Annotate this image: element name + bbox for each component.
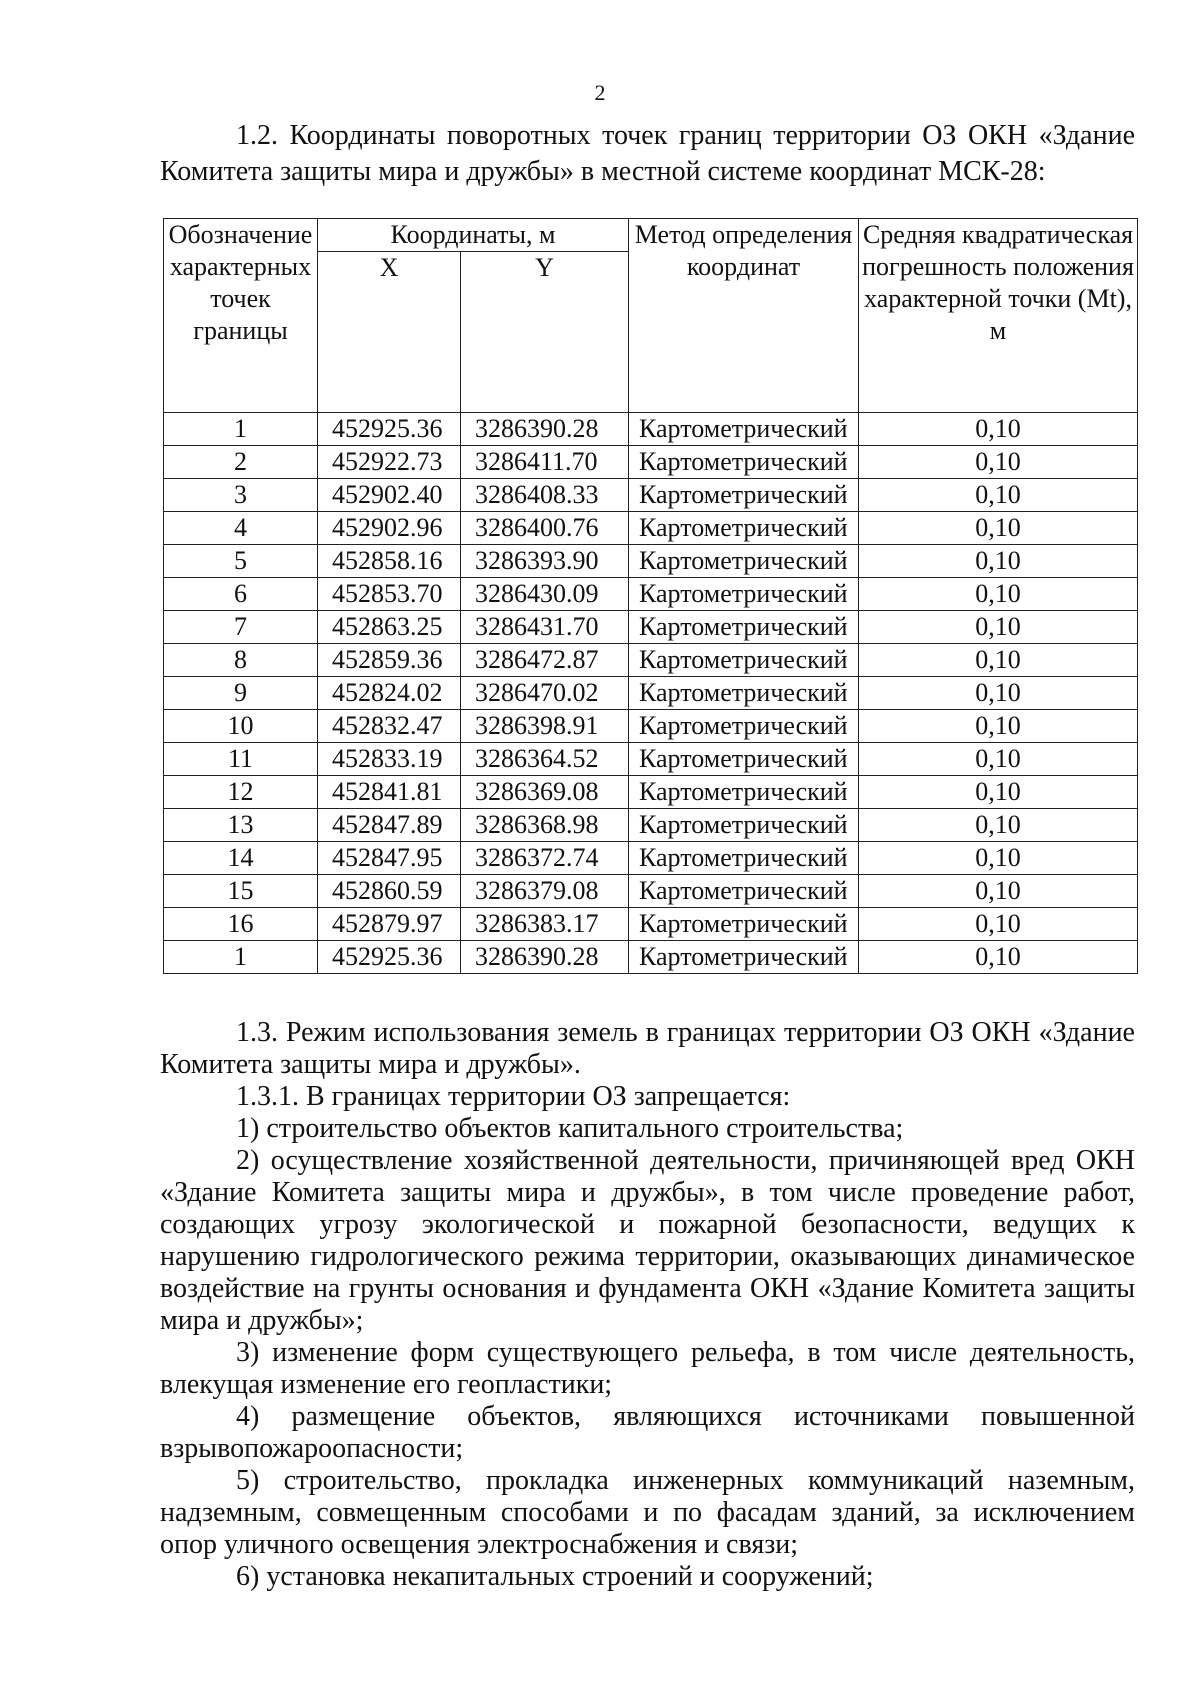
table-row xyxy=(164,578,1138,611)
cell-method: Картометрический xyxy=(629,875,859,908)
section-1-3 xyxy=(160,1017,1135,1593)
cell-x: 452925.36 xyxy=(318,413,461,446)
cell-point: 15 xyxy=(164,875,318,908)
table-row xyxy=(164,413,1138,446)
cell-method: Картометрический xyxy=(629,611,859,644)
cell-point: 3 xyxy=(164,479,318,512)
cell-point: 4 xyxy=(164,512,318,545)
table-row xyxy=(164,446,1138,479)
cell-error: 0,10 xyxy=(859,908,1138,941)
table-row xyxy=(164,611,1138,644)
cell-method: Картометрический xyxy=(629,842,859,875)
table-row xyxy=(164,677,1138,710)
cell-point: 1 xyxy=(164,413,318,446)
cell-error: 0,10 xyxy=(859,710,1138,743)
cell-x: 452858.16 xyxy=(318,545,461,578)
prohibition-item: 1) строительство объектов капитального строительства; xyxy=(236,1113,904,1144)
cell-error: 0,10 xyxy=(859,446,1138,479)
section-1-3-1-heading: 1.3.1. В границах территории ОЗ запрещается: xyxy=(236,1081,791,1112)
cell-error: 0,10 xyxy=(859,743,1138,776)
cell-point: 16 xyxy=(164,908,318,941)
cell-method: Картометрический xyxy=(629,743,859,776)
table-row xyxy=(164,545,1138,578)
table-row xyxy=(164,941,1138,974)
cell-y: 3286383.17 xyxy=(461,908,629,941)
header-error: Средняя квадратическая погрешность положения характерной точки (Mt), м xyxy=(859,219,1138,413)
prohibition-item: 4) размещение объектов, являющихся источниками повышенной взрывопожароопасности; xyxy=(160,1401,1135,1464)
cell-y: 3286472.87 xyxy=(461,644,629,677)
cell-method: Картометрический xyxy=(629,710,859,743)
prohibition-item: 2) осуществление хозяйственной деятельности, причиняющей вред ОКН «Здание Комитета защиты мира и дружбы», в том числе проведение работ, создающих угрозу экологической и пожарной безопасности, ведущих к нарушению гидрологического режима территории, оказывающих динамическое воздействие на грунты основания и фундамента ОКН «Здание Комитета защиты мира и дружбы»; xyxy=(160,1145,1135,1336)
cell-point: 5 xyxy=(164,545,318,578)
cell-point: 14 xyxy=(164,842,318,875)
cell-error: 0,10 xyxy=(859,941,1138,974)
cell-x: 452879.97 xyxy=(318,908,461,941)
cell-y: 3286398.91 xyxy=(461,710,629,743)
table-body xyxy=(164,413,1138,974)
header-method: Метод определения координат xyxy=(629,219,859,413)
cell-y: 3286372.74 xyxy=(461,842,629,875)
cell-x: 452859.36 xyxy=(318,644,461,677)
cell-y: 3286379.08 xyxy=(461,875,629,908)
cell-y: 3286393.90 xyxy=(461,545,629,578)
table-row xyxy=(164,710,1138,743)
cell-x: 452833.19 xyxy=(318,743,461,776)
cell-method: Картометрический xyxy=(629,413,859,446)
cell-point: 13 xyxy=(164,809,318,842)
cell-x: 452841.81 xyxy=(318,776,461,809)
table-row xyxy=(164,644,1138,677)
cell-y: 3286400.76 xyxy=(461,512,629,545)
cell-x: 452847.89 xyxy=(318,809,461,842)
cell-x: 452925.36 xyxy=(318,941,461,974)
cell-error: 0,10 xyxy=(859,809,1138,842)
table-row xyxy=(164,809,1138,842)
cell-y: 3286411.70 xyxy=(461,446,629,479)
cell-point: 10 xyxy=(164,710,318,743)
cell-method: Картометрический xyxy=(629,776,859,809)
section-1-2-heading: 1.2. Координаты поворотных точек границ территории ОЗ ОКН «Здание Комитета защиты мира и дружбы» в местной системе координат МСК-28: xyxy=(160,120,1135,187)
cell-error: 0,10 xyxy=(859,776,1138,809)
prohibition-item: 6) установка некапитальных строений и сооружений; xyxy=(236,1561,874,1592)
cell-y: 3286431.70 xyxy=(461,611,629,644)
cell-x: 452832.47 xyxy=(318,710,461,743)
cell-point: 2 xyxy=(164,446,318,479)
page-number: 2 xyxy=(594,80,606,105)
table-row xyxy=(164,908,1138,941)
cell-method: Картометрический xyxy=(629,941,859,974)
cell-x: 452847.95 xyxy=(318,842,461,875)
cell-point: 12 xyxy=(164,776,318,809)
cell-point: 9 xyxy=(164,677,318,710)
cell-point: 11 xyxy=(164,743,318,776)
header-y: Y xyxy=(461,252,629,413)
cell-method: Картометрический xyxy=(629,644,859,677)
section-1-3-heading: 1.3. Режим использования земель в границах территории ОЗ ОКН «Здание Комитета защиты мира и дружбы». xyxy=(160,1017,1135,1080)
table-header-row xyxy=(164,219,1138,252)
cell-error: 0,10 xyxy=(859,644,1138,677)
cell-error: 0,10 xyxy=(859,677,1138,710)
table-row xyxy=(164,479,1138,512)
table-row xyxy=(164,776,1138,809)
cell-y: 3286368.98 xyxy=(461,809,629,842)
cell-y: 3286364.52 xyxy=(461,743,629,776)
cell-method: Картометрический xyxy=(629,545,859,578)
cell-point: 1 xyxy=(164,941,318,974)
cell-error: 0,10 xyxy=(859,479,1138,512)
cell-error: 0,10 xyxy=(859,512,1138,545)
cell-error: 0,10 xyxy=(859,545,1138,578)
cell-error: 0,10 xyxy=(859,875,1138,908)
cell-error: 0,10 xyxy=(859,413,1138,446)
header-coords: Координаты, м xyxy=(318,219,629,252)
cell-error: 0,10 xyxy=(859,578,1138,611)
cell-point: 6 xyxy=(164,578,318,611)
table-row xyxy=(164,743,1138,776)
cell-x: 452902.40 xyxy=(318,479,461,512)
cell-method: Картометрический xyxy=(629,908,859,941)
cell-x: 452824.02 xyxy=(318,677,461,710)
cell-x: 452922.73 xyxy=(318,446,461,479)
prohibitions-list xyxy=(160,1113,1135,1593)
cell-point: 7 xyxy=(164,611,318,644)
cell-y: 3286408.33 xyxy=(461,479,629,512)
cell-y: 3286470.02 xyxy=(461,677,629,710)
cell-method: Картометрический xyxy=(629,512,859,545)
coordinates-table xyxy=(163,218,1138,974)
cell-method: Картометрический xyxy=(629,479,859,512)
table-row xyxy=(164,842,1138,875)
table-row xyxy=(164,875,1138,908)
prohibition-item: 5) строительство, прокладка инженерных коммуникаций наземным, надземным, совмещенным способами и по фасадам зданий, за исключением опор уличного освещения электроснабжения и связи; xyxy=(160,1465,1135,1560)
header-x: X xyxy=(318,252,461,413)
cell-y: 3286390.28 xyxy=(461,413,629,446)
cell-x: 452853.70 xyxy=(318,578,461,611)
cell-y: 3286390.28 xyxy=(461,941,629,974)
cell-y: 3286430.09 xyxy=(461,578,629,611)
header-point: Обозначение характерных точек границы xyxy=(164,219,318,413)
cell-x: 452863.25 xyxy=(318,611,461,644)
cell-method: Картометрический xyxy=(629,677,859,710)
table-row xyxy=(164,512,1138,545)
prohibition-item: 3) изменение форм существующего рельефа, в том числе деятельность, влекущая изменение его геопластики; xyxy=(160,1337,1135,1400)
cell-point: 8 xyxy=(164,644,318,677)
cell-x: 452902.96 xyxy=(318,512,461,545)
cell-y: 3286369.08 xyxy=(461,776,629,809)
cell-method: Картометрический xyxy=(629,809,859,842)
cell-error: 0,10 xyxy=(859,611,1138,644)
cell-method: Картометрический xyxy=(629,578,859,611)
cell-error: 0,10 xyxy=(859,842,1138,875)
cell-method: Картометрический xyxy=(629,446,859,479)
cell-x: 452860.59 xyxy=(318,875,461,908)
